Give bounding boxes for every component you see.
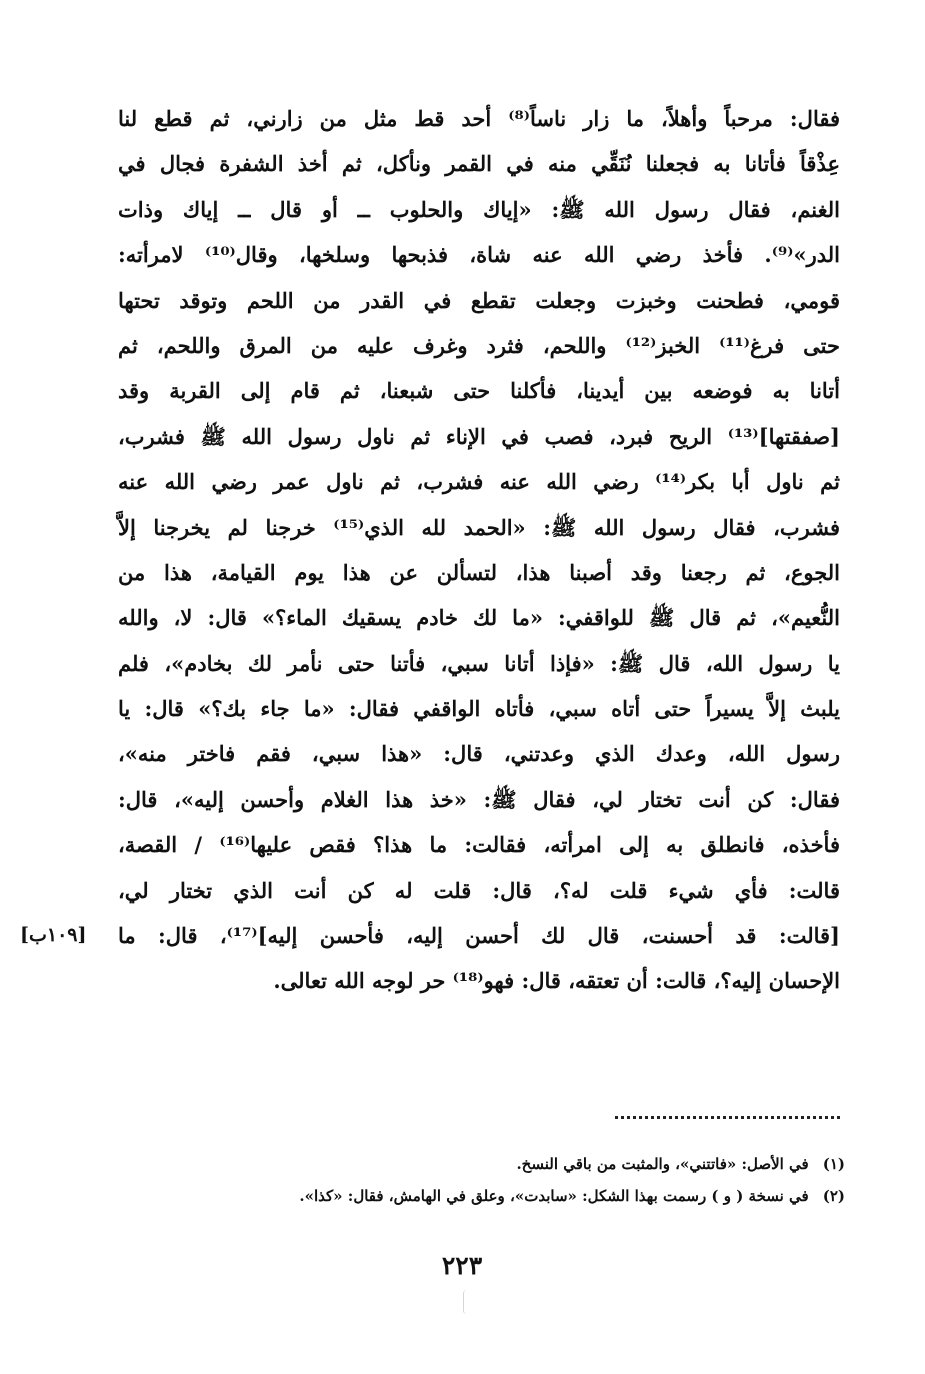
text-line: فأخذه، فانطلق به إلى امرأته، فقالت: ما هذا؟ فقص عليها⁽¹⁶⁾ / القصة، xyxy=(118,832,840,858)
text-line: الدر»⁽⁹⁾. فأخذ رضي الله عنه شاة، فذبحها وسلخها، وقال⁽¹⁰⁾ لامرأته: xyxy=(118,242,840,268)
text-line: يلبث إلاَّ يسيراً حتى أتاه سبي، فأتاه الواقفي فقال: «ما جاء بك؟» قال: يا xyxy=(118,696,840,722)
text-line: الإحسان إليه؟، قالت: أن تعتقه، قال: فهو⁽¹⁸⁾ حر لوجه الله تعالى. xyxy=(273,968,840,994)
text-line: أتانا به فوضعه بين أيدينا، فأكلنا حتى شبعنا، ثم قام إلى القربة وقد xyxy=(118,378,840,404)
manuscript-folio-marker: [١٠٩ب] xyxy=(20,924,87,946)
text-line: عِذْقاً فأتانا به فجعلنا نُنَقِّي منه في القمر ونأكل، ثم أخذ الشفرة فجال في xyxy=(118,151,840,177)
page-number: ٢٢٣ xyxy=(441,1251,483,1280)
text-line: ثم ناول أبا بكر⁽¹⁴⁾ رضي الله عنه فشرب، ثم ناول عمر رضي الله عنه xyxy=(118,469,840,495)
footnote-item xyxy=(200,1180,845,1212)
footnote-number: (٢) xyxy=(822,1187,845,1205)
footnote-text: في نسخة ( و ) رسمت بهذا الشكل: «سابدت»، وعلق في الهامش، فقال: «كذا». xyxy=(299,1187,809,1205)
text-line: فشرب، فقال رسول الله ﷺ: «الحمد لله الذي⁽¹⁵⁾ خرجنا لم يخرجنا إلاَّ xyxy=(118,514,840,540)
text-line: فقال: مرحباً وأهلاً، ما زار ناساً⁽⁸⁾ أحد قط مثل من زارني، ثم قطع لنا xyxy=(118,106,841,131)
text-line: الغنم، فقال رسول الله ﷺ: «إياك والحلوب ــ أو قال ــ إياك وذات xyxy=(118,196,840,222)
footnotes xyxy=(200,1148,845,1212)
text-line: حتى فرغ⁽¹¹⁾ الخبز⁽¹²⁾ واللحم، فثرد وغرف عليه من المرق واللحم، ثم xyxy=(118,332,840,358)
text-line: [صفقتها]⁽¹³⁾ الريح فبرد، فصب في الإناء ثم ناول رسول الله ﷺ فشرب، xyxy=(118,423,840,449)
text-line: رسول الله، وعدك الذي وعدتني، قال: «هذا سبي، فقم فاختر منه»، xyxy=(118,741,840,767)
main-text xyxy=(118,96,840,1004)
text-line: الجوع، ثم رجعنا وقد أصبنا هذا، لتسألن عن هذا يوم القيامة، هذا من xyxy=(118,559,840,585)
scan-artifact xyxy=(463,1290,470,1314)
text-line: [قالت: قد أحسنت، قال لك أحسن إليه، فأحسن إليه]⁽¹⁷⁾، قال: ما xyxy=(118,923,840,949)
text-line: النُّعيم»، ثم قال ﷺ للواقفي: «ما لك خادم يسقيك الماء؟» قال: لا، والله xyxy=(118,605,840,631)
footnote-item xyxy=(200,1148,845,1180)
text-line: قالت: فأي شيء قلت له؟، قال: قلت له كن أنت الذي تختار لي، xyxy=(118,877,840,903)
footnote-number: (١) xyxy=(822,1155,845,1173)
text-line: يا رسول الله، قال ﷺ: «فإذا أتانا سبي، فأتنا حتى نأمر لك بخادم»، فلم xyxy=(118,650,840,676)
text-line: قومي، فطحنت وخبزت وجعلت تقطع في القدر من اللحم وتوقد تحتها xyxy=(118,287,840,313)
footnote-text: في الأصل: «فاتتني»، والمثبت من باقي النسخ. xyxy=(516,1155,809,1173)
text-line: فقال: كن أنت تختار لي، فقال ﷺ: «خذ هذا الغلام وأحسن إليه»، قال: xyxy=(118,786,840,812)
footnote-separator xyxy=(615,1116,840,1129)
